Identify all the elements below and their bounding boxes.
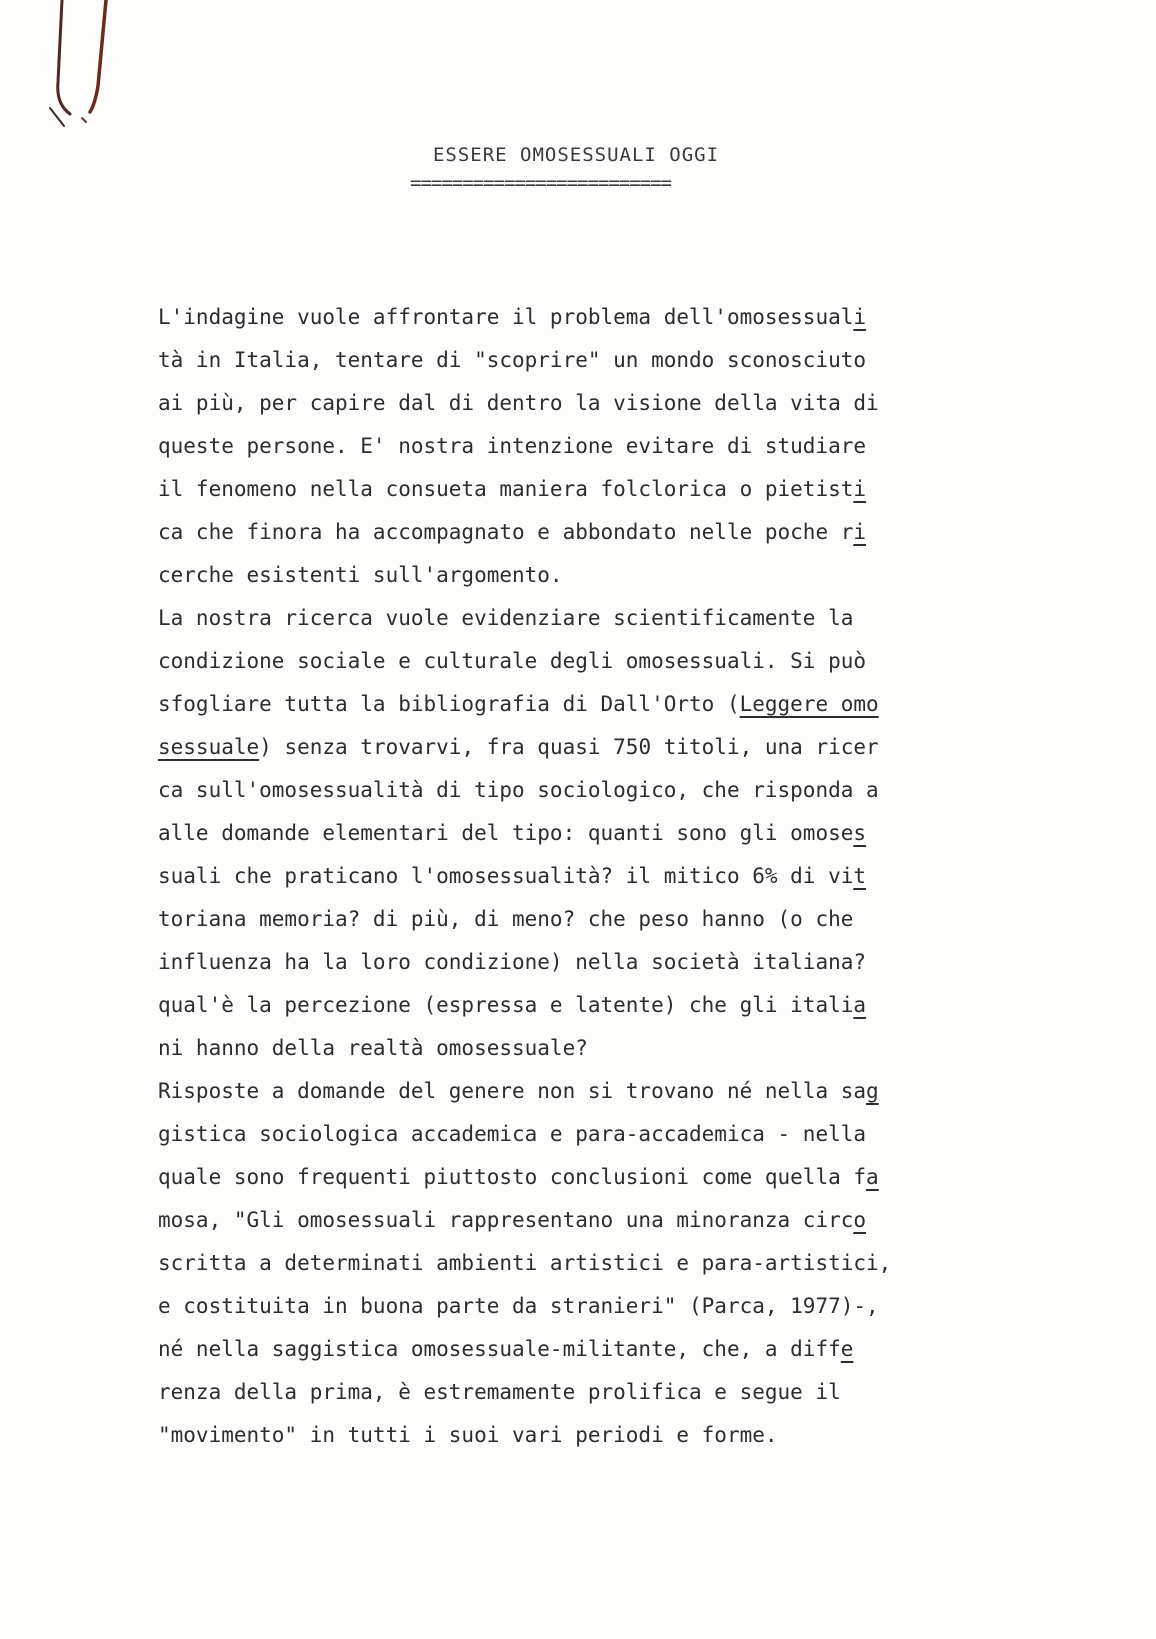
text-line: La nostra ricerca vuole evidenziare scientificamente la	[158, 606, 854, 630]
text-line: suali che praticano l'omosessualità? il mitico 6% di vit	[158, 864, 867, 888]
body-text	[158, 296, 1018, 1457]
text-line: ai più, per capire dal di dentro la visione della vita di	[158, 391, 879, 415]
text-line: ca sull'omosessualità di tipo sociologico, che risponda a	[158, 778, 879, 802]
text-line: ca che finora ha accompagnato e abbondato nelle poche ri	[158, 520, 867, 544]
text-line: renza della prima, è estremamente prolifica e segue il	[158, 1380, 841, 1404]
text-line: quale sono frequenti piuttosto conclusioni come quella fa	[158, 1165, 879, 1189]
text-line: toriana memoria? di più, di meno? che peso hanno (o che	[158, 907, 854, 931]
text-line: influenza ha la loro condizione) nella società italiana?	[158, 950, 867, 974]
text-line: condizione sociale e culturale degli omosessuali. Si può	[158, 649, 867, 673]
text-line: tà in Italia, tentare di "scoprire" un mondo sconosciuto	[158, 348, 867, 372]
text-line: il fenomeno nella consueta maniera folclorica o pietisti	[158, 477, 867, 501]
text-line: scritta a determinati ambienti artistici e para-artistici,	[158, 1251, 892, 1275]
text-line: qual'è la percezione (espressa e latente) che gli italia	[158, 993, 867, 1017]
text-line: alle domande elementari del tipo: quanti sono gli omoses	[158, 821, 867, 845]
text-line: né nella saggistica omosessuale-militante, che, a diffe	[158, 1337, 854, 1361]
text-line: queste persone. E' nostra intenzione evitare di studiare	[158, 434, 867, 458]
text-line: sfogliare tutta la bibliografia di Dall'Orto (Leggere omo	[158, 692, 879, 716]
text-line: mosa, "Gli omosessuali rappresentano una minoranza circo	[158, 1208, 867, 1232]
text-line: L'indagine vuole affrontare il problema dell'omosessuali	[158, 305, 867, 329]
staple-mark-icon	[40, 0, 120, 140]
document-title: ESSERE OMOSESSUALI OGGI	[432, 144, 720, 166]
title-double-underline: =========================	[410, 172, 671, 194]
text-line: sessuale) senza trovarvi, fra quasi 750 titoli, una ricer	[158, 735, 879, 759]
text-line: e costituita in buona parte da stranieri" (Parca, 1977)-,	[158, 1294, 879, 1318]
text-line: gistica sociologica accademica e para-accademica - nella	[158, 1122, 867, 1146]
text-line: ni hanno della realtà omosessuale?	[158, 1036, 588, 1060]
text-line: Risposte a domande del genere non si trovano né nella sag	[158, 1079, 879, 1103]
text-line: cerche esistenti sull'argomento.	[158, 563, 563, 587]
text-line: "movimento" in tutti i suoi vari periodi e forme.	[158, 1423, 778, 1447]
